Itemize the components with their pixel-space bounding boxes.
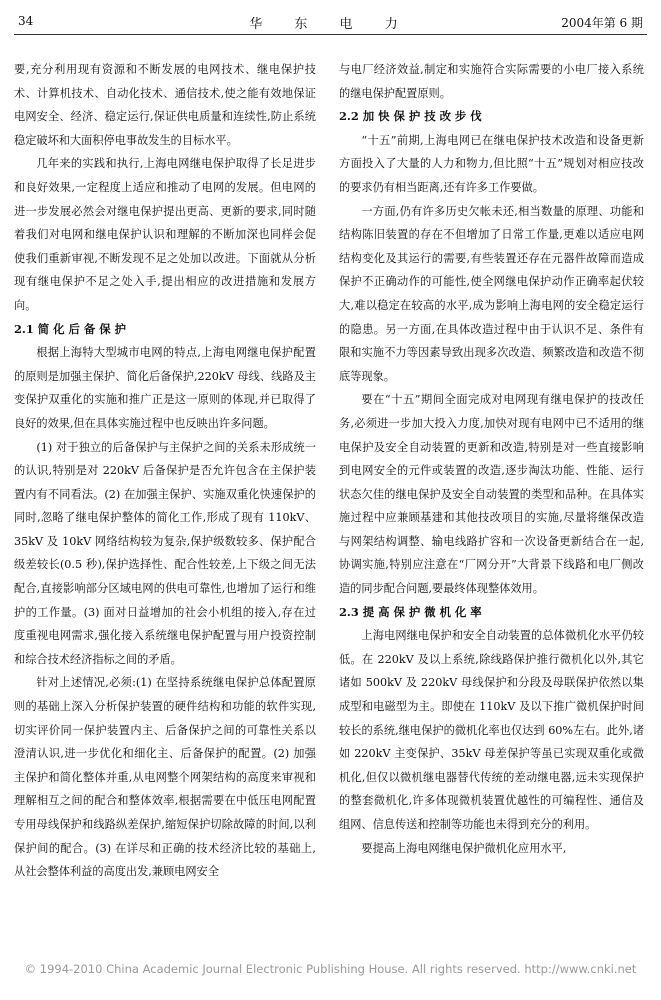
paragraph: (1) 对于独立的后备保护与主保护之间的关系未形成统一的认识,特别是对 220kV 后备保护是否允许包含在主保护装置内有不同看法。(2) 在加强主保护、实施双重化快速保护的同时,忽略了继电保护整体的简化工作,形成了现有 110kV、35kV 及 10kV 网络结构较为复杂,保护级数较多、保护配合级差较长(0.5 秒),保护选择性、配合性较差,上下级之间无法配合,直接影响部分区域电网的供电可靠性,也增加了运行和维护的工作量。(3) 面对日益增加的社会小机组的接入,存在过度重视电网需求,强化接入系统继电保护配置与用户投资控制和综合技术经济指标之间的矛盾。 [14, 440, 316, 666]
issue-label: 2004年第 6 期 [561, 16, 643, 30]
paragraph: 与电厂经济效益,制定和实施符合实际需要的小电厂接入系统的继电保护配置原则。 [339, 63, 644, 100]
paragraph: 一方面,仍有许多历史欠帐未还,相当数量的原理、功能和结构陈旧装置的存在不但增加了日常工作量,更难以适应电网结构变化及其运行的需要,有些装置还存在元器件故障而造成保护不正确动作的可能性,使全网继电保护动作正确率起伏较大,难以稳定在较高的水平,成为影响上海电网的安全稳定运行的隐患。另一方面,在具体改造过程中由于认识不足、条件有限和实施不力等因素导致出现多次改造、频繁改造和改造不彻底等现象。 [339, 204, 644, 383]
page-number: 34 [18, 14, 34, 28]
paragraph: 针对上述情况,必须:(1) 在坚持系统继电保护总体配置原则的基础上深入分析保护装置的硬件结构和功能的软件实现,切实评价同一保护装置内主、后备保护之间的可靠性关系以澄清认识,进一步优化和细化主、后备保护的配置。(2) 加强主保护和简化整体并重,从电网整个网架结构的高度来审视和理解相互之间的配合和整体效率,根据需要在中低压电网配置专用母线保护和线路纵差保护,缩短保护切除故障的时间,以利保护间的配合。(3) 在详尽和正确的技术经济比较的基础上,从社会整体利益的高度出发,兼顾电网安全 [14, 676, 316, 879]
paragraph: 要在“十五”期间全面完成对电网现有继电保护的技改任务,必须进一步加大投入力度,加快对现有电网中已不适用的继电保护及安全自动装置的更新和改造,特别是对一些直接影响到电网安全的元件或装置的改造,逐步淘汰功能、性能、运行状态欠佳的继电保护及安全自动装置的类型和品种。在具体实施过程中应兼顾基建和其他技改项目的实施,尽量将继保改造与网架结构调整、输电线路扩容和一次设备更新结合在一起,协调实施,特别应注意在“厂网分开”大背景下线路和电厂侧改造的同步配合问题,要最终体现整体效用。 [339, 393, 644, 596]
section-heading-2-2: 2.2 加 快 保 护 技 改 步 伐 [339, 109, 482, 124]
paragraph: 根据上海特大型城市电网的特点,上海电网继电保护配置的原则是加强主保护、简化后备保护,220kV 母线、线路及主变保护双重化的实施和推广正是这一原则的体现,并已取得了良好的效果,但在具体实施过程中也反映出许多问题。 [14, 346, 316, 430]
paragraph: “十五”前期,上海电网已在继电保护技术改造和设备更新方面投入了大量的人力和物力,但比照“十五”规划对相应技改的要求仍有相当距离,还有许多工作要做。 [339, 133, 644, 194]
journal-title: 华 东 电 力 [249, 17, 412, 32]
paragraph: 上海电网继电保护和安全自动装置的总体微机化水平仍较低。在 220kV 及以上系统,除线路保护推行微机化以外,其它诸如 500kV 及 220kV 母线保护和分段及母联保护依然以集成型和电磁型为主。即使在 110kV 及以下推广微机保护时间较长的系统,继电保护的微机化率也仅达到 60%左右。此外,诸如 220kV 主变保护、35kV 母差保护等虽已实现双重化或微机化,但仅以微机继电器替代传统的差动继电器,远未实现保护的整套微机化,许多体现微机装置优越性的可编程性、通信及组网、信息传送和控制等功能也未得到充分的利用。 [339, 629, 644, 831]
paragraph: 几年来的实践和执行,上海电网继电保护取得了长足进步和良好效果,一定程度上适应和推动了电网的发展。但电网的进一步发展必然会对继电保护提出更高、更新的要求,同时随着我们对电网和继电保护认识和理解的不断加深也同样会促使我们重新审视,不断发现不足之处加以改进。下面就从分析现有继电保护不足之处入手,提出相应的改进措施和发展方向。 [14, 157, 316, 312]
section-heading-2-3: 2.3 提 高 保 护 微 机 化 率 [339, 604, 482, 619]
left-column [14, 58, 316, 884]
paragraph: 要,充分利用现有资源和不断发展的电网技术、继电保护技术、计算机技术、自动化技术、通信技术,使之能有效地保证电网安全、经济、稳定运行,保证供电质量和连续性,防止系统稳定破坏和大面积停电事故发生的目标水平。 [14, 63, 316, 147]
page-header [14, 8, 647, 35]
right-column [339, 58, 644, 860]
section-heading-2-1: 2.1 简 化 后 备 保 护 [14, 321, 126, 336]
paragraph: 要提高上海电网继电保护微机化应用水平, [361, 841, 567, 855]
copyright-footer: © 1994-2010 China Academic Journal Electronic Publishing House. All rights reserved. http://www.cnki.net [24, 962, 637, 976]
